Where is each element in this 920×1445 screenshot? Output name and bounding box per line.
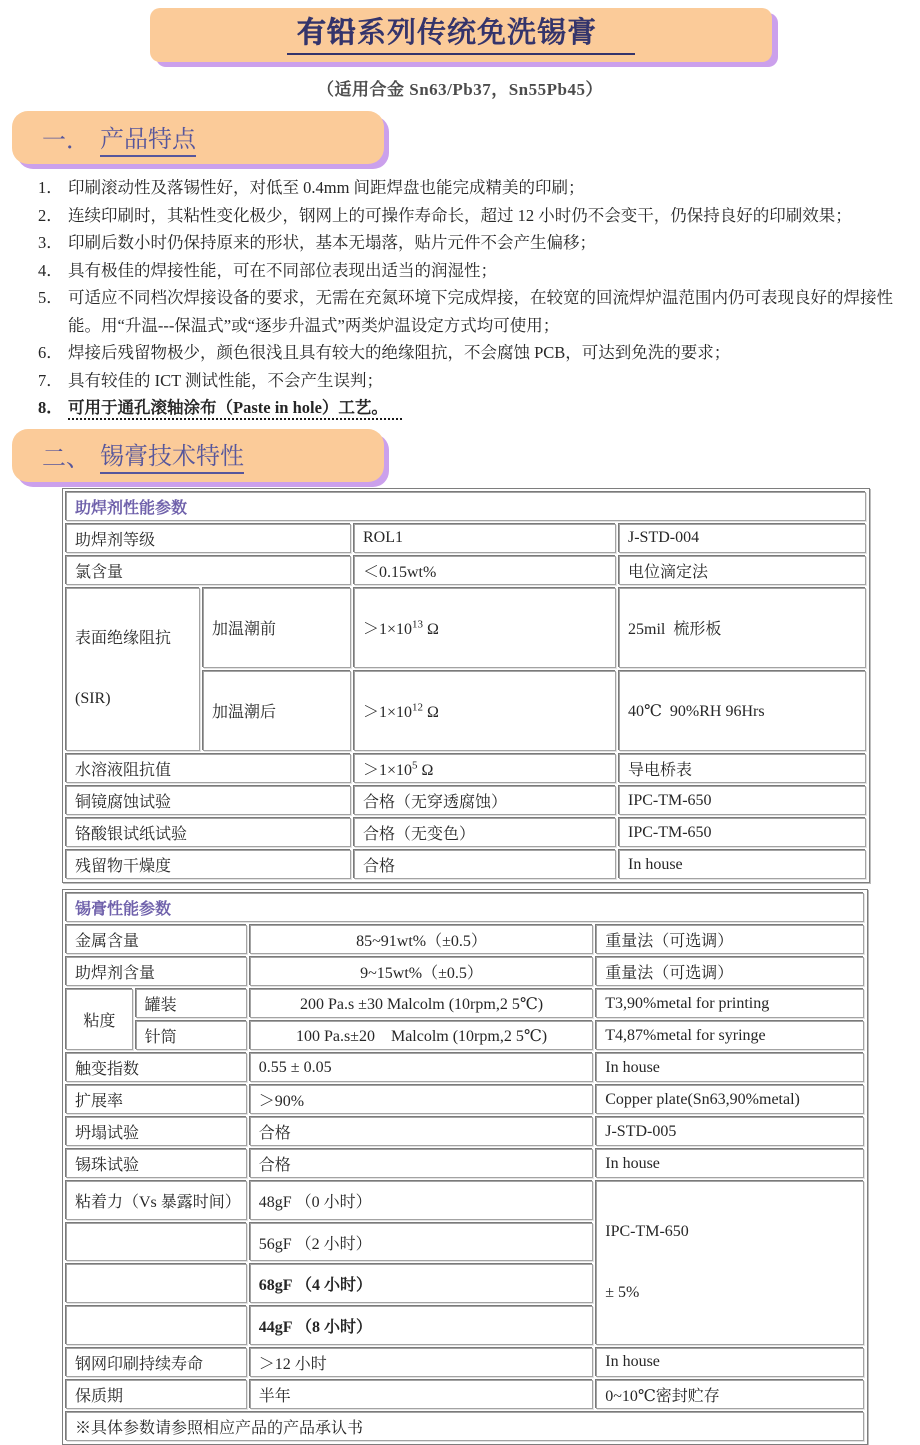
param-label: 铜镜腐蚀试验 bbox=[66, 786, 351, 815]
table-row bbox=[66, 754, 866, 783]
param-label: 粘度 bbox=[66, 989, 133, 1050]
section2-heading-banner bbox=[12, 429, 384, 482]
feature-number: 2． bbox=[38, 205, 63, 225]
feature-text: 印刷后数小时仍保持原来的形状，基本无塌落，贴片元件不会产生偏移； bbox=[68, 233, 596, 252]
param-label: 保质期 bbox=[66, 1380, 247, 1409]
empty-cell bbox=[66, 1306, 247, 1345]
table-row bbox=[66, 1348, 864, 1377]
section1-heading-banner bbox=[12, 111, 384, 164]
table-row bbox=[66, 556, 866, 585]
param-label: 铬酸银试纸试验 bbox=[66, 818, 351, 847]
feature-number: 7． bbox=[38, 370, 63, 390]
feature-item bbox=[38, 367, 906, 395]
table-section-header-row bbox=[66, 893, 864, 922]
table-section-header: 锡膏性能参数 bbox=[66, 893, 864, 922]
param-method: 0~10℃密封贮存 bbox=[596, 1380, 864, 1409]
feature-item bbox=[38, 202, 906, 230]
param-value: ＞90% bbox=[250, 1085, 593, 1114]
param-value: 合格 bbox=[250, 1117, 593, 1146]
page-subtitle: （适用合金 Sn63/Pb37，Sn55Pb45） bbox=[317, 80, 603, 99]
param-value: 半年 bbox=[250, 1380, 593, 1409]
table-row bbox=[66, 925, 864, 954]
param-method: 电位滴定法 bbox=[619, 556, 866, 585]
param-method: 重量法（可选调） bbox=[596, 957, 864, 986]
param-value: 68gF （4 小时） bbox=[250, 1264, 593, 1303]
table-row bbox=[66, 1053, 864, 1082]
param-method: In house bbox=[596, 1348, 864, 1377]
param-label: 水溶液阻抗值 bbox=[66, 754, 351, 783]
table-row bbox=[66, 786, 866, 815]
title-banner bbox=[150, 8, 772, 62]
param-method bbox=[596, 1181, 864, 1345]
feature-item bbox=[38, 284, 906, 339]
feature-number: 5． bbox=[38, 288, 63, 307]
param-method: 导电桥表 bbox=[619, 754, 866, 783]
param-label: 助焊剂含量 bbox=[66, 957, 247, 986]
param-value: 85~91wt%（±0.5） bbox=[250, 925, 593, 954]
section2-number: 二、 bbox=[42, 445, 90, 472]
section1-number: 一． bbox=[42, 128, 90, 154]
param-label: 触变指数 bbox=[66, 1053, 247, 1082]
param-label: 锡珠试验 bbox=[66, 1149, 247, 1178]
param-method: In house bbox=[596, 1053, 864, 1082]
tack-method-line1: IPC-TM-650 bbox=[605, 1223, 689, 1241]
param-value: 48gF （0 小时） bbox=[250, 1181, 593, 1220]
param-method: J-STD-004 bbox=[619, 524, 866, 553]
param-sublabel: 加温潮前 bbox=[203, 588, 351, 668]
table-row bbox=[66, 524, 866, 553]
param-label: 粘着力（Vs 暴露时间） bbox=[66, 1181, 247, 1220]
feature-text: 可用于通孔滚轴涂布（Paste in hole）工艺。 bbox=[68, 394, 402, 422]
feature-number: 3． bbox=[38, 233, 63, 252]
feature-number: 6． bbox=[38, 343, 63, 362]
param-sublabel: 罐装 bbox=[136, 989, 247, 1018]
table-row bbox=[66, 1149, 864, 1178]
param-method: In house bbox=[596, 1149, 864, 1178]
empty-cell bbox=[66, 1264, 247, 1303]
param-value: 0.55 ± 0.05 bbox=[250, 1053, 593, 1082]
feature-number: 1． bbox=[38, 178, 63, 197]
table-row bbox=[66, 818, 866, 847]
feature-number: 4． bbox=[38, 260, 63, 280]
feature-text: 具有极佳的焊接性能，可在不同部位表现出适当的润湿性； bbox=[68, 260, 497, 280]
table-row bbox=[66, 1021, 864, 1050]
param-method: T4,87%metal for syringe bbox=[596, 1021, 864, 1050]
section1-title: 产品特点 bbox=[100, 119, 196, 157]
sir-label-line1: 表面绝缘阻抗 bbox=[75, 629, 172, 647]
param-value: 44gF （8 小时） bbox=[250, 1306, 593, 1345]
param-method: In house bbox=[619, 850, 866, 879]
param-value: 合格（无变色） bbox=[354, 818, 616, 847]
feature-text: 可适应不同档次焊接设备的要求，无需在充氮环境下完成焊接，在较宽的回流焊炉温范围内仍可表现良好的焊接性能。用“升温---保温式”或“逐步升温式”两类炉温设定方式均可使用； bbox=[68, 288, 893, 335]
feature-text: 焊接后残留物极少，颜色很浅且具有较大的绝缘阻抗，不会腐蚀 PCB，可达到免洗的要求； bbox=[68, 343, 731, 362]
table-row bbox=[66, 1412, 864, 1441]
table-row bbox=[66, 989, 864, 1018]
table-section-header-row bbox=[66, 492, 866, 521]
param-value: 200 Pa.s ±30 Malcolm (10rpm,2 5℃) bbox=[250, 989, 593, 1018]
table-row bbox=[66, 1117, 864, 1146]
feature-number: 8． bbox=[38, 398, 63, 417]
param-label: 残留物干燥度 bbox=[66, 850, 351, 879]
param-value: ROL1 bbox=[354, 524, 616, 553]
param-method: 25mil 梳形板 bbox=[619, 588, 866, 668]
param-value: 合格 bbox=[250, 1149, 593, 1178]
feature-item bbox=[38, 174, 906, 202]
param-value: 合格 bbox=[354, 850, 616, 879]
param-label: 金属含量 bbox=[66, 925, 247, 954]
param-value: $>1\times 10^{13}$ Ω bbox=[354, 588, 616, 668]
param-method: 40℃ 90%RH 96Hrs bbox=[619, 671, 866, 751]
table-row bbox=[66, 1181, 864, 1220]
empty-cell bbox=[66, 1223, 247, 1262]
feature-list bbox=[38, 174, 906, 422]
table-row bbox=[66, 850, 866, 879]
param-value: $>1\times 10^{12}$ Ω bbox=[354, 671, 616, 751]
param-value: 100 Pa.s±20 Malcolm (10rpm,2 5℃) bbox=[250, 1021, 593, 1050]
feature-item bbox=[38, 339, 906, 367]
page-title-rest: 系列传统免洗锡膏 bbox=[357, 16, 598, 49]
tack-method-line2: ± 5% bbox=[605, 1283, 640, 1301]
feature-text: 具有较佳的 ICT 测试性能，不会产生误判； bbox=[68, 370, 384, 390]
param-label: 助焊剂等级 bbox=[66, 524, 351, 553]
page-title bbox=[287, 15, 635, 55]
section2-title: 锡膏技术特性 bbox=[100, 436, 244, 474]
param-method: 重量法（可选调） bbox=[596, 925, 864, 954]
sir-label-line2: (SIR) bbox=[75, 690, 111, 708]
param-value: ＞12 小时 bbox=[250, 1348, 593, 1377]
feature-item bbox=[38, 257, 906, 285]
table-row bbox=[66, 957, 864, 986]
param-label: 坍塌试验 bbox=[66, 1117, 247, 1146]
feature-text: 连续印刷时，其粘性变化极少，钢网上的可操作寿命长，超过 12 小时仍不会变干，仍保持良好的印刷效果； bbox=[68, 205, 852, 225]
feature-item bbox=[38, 394, 906, 422]
feature-item bbox=[38, 229, 906, 257]
param-value: 56gF （2 小时） bbox=[250, 1223, 593, 1262]
param-method: T3,90%metal for printing bbox=[596, 989, 864, 1018]
page-title-bold: 有铅 bbox=[296, 16, 357, 49]
feature-text: 印刷滚动性及落锡性好，对低至 0.4mm 间距焊盘也能完成精美的印刷； bbox=[68, 178, 585, 197]
param-method: J-STD-005 bbox=[596, 1117, 864, 1146]
table-row bbox=[66, 1085, 864, 1114]
param-value: $>1\times 10^5$ Ω bbox=[354, 754, 616, 783]
param-sublabel: 加温潮后 bbox=[203, 671, 351, 751]
table-row bbox=[66, 1380, 864, 1409]
paste-table bbox=[62, 889, 868, 1445]
param-value: ＜0.15wt% bbox=[354, 556, 616, 585]
param-label: 氯含量 bbox=[66, 556, 351, 585]
param-method: IPC-TM-650 bbox=[619, 786, 866, 815]
table-section-header: 助焊剂性能参数 bbox=[66, 492, 866, 521]
param-value: 9~15wt%（±0.5） bbox=[250, 957, 593, 986]
param-label: 钢网印刷持续寿命 bbox=[66, 1348, 247, 1377]
param-value: 合格（无穿透腐蚀） bbox=[354, 786, 616, 815]
table-row bbox=[66, 588, 866, 668]
param-label bbox=[66, 588, 200, 752]
table-footnote: ※具体参数请参照相应产品的产品承认书 bbox=[66, 1412, 864, 1441]
param-method: IPC-TM-650 bbox=[619, 818, 866, 847]
param-sublabel: 针筒 bbox=[136, 1021, 247, 1050]
flux-table bbox=[62, 488, 870, 884]
param-label: 扩展率 bbox=[66, 1085, 247, 1114]
param-method: Copper plate(Sn63,90%metal) bbox=[596, 1085, 864, 1114]
